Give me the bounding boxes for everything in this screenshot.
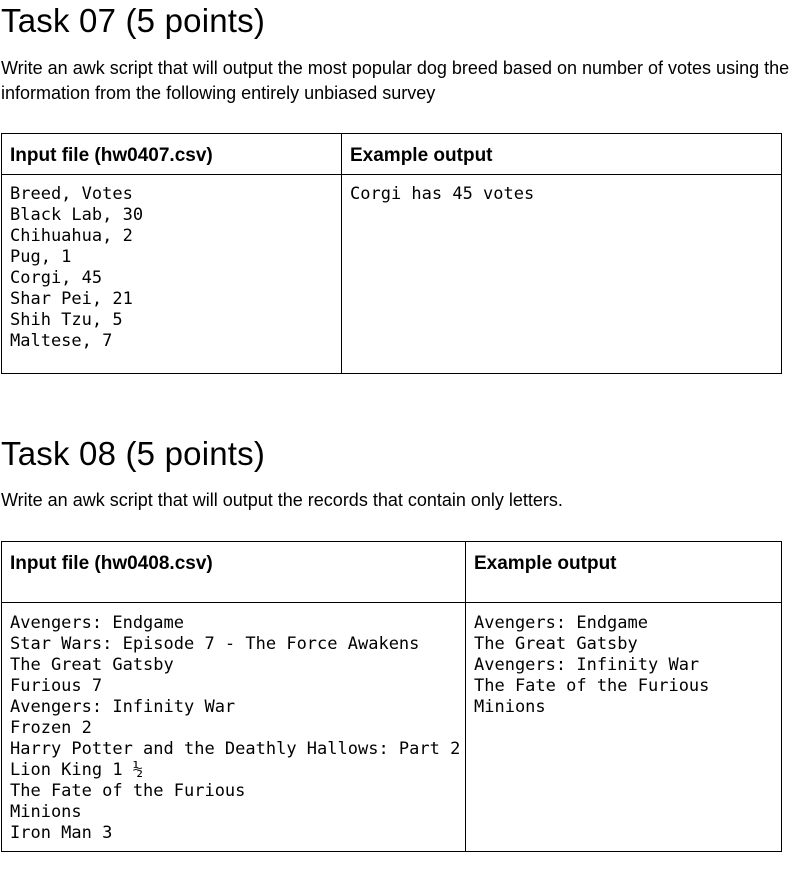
- code-line: Avengers: Infinity War: [474, 655, 700, 675]
- task08-description: Write an awk script that will output the records that contain only letters.: [1, 490, 563, 510]
- code-line: The Fate of the Furious: [10, 781, 246, 801]
- code-line: Breed, Votes: [10, 184, 133, 204]
- code-line: Avengers: Infinity War: [10, 697, 236, 717]
- task07-input-content: [10, 184, 333, 352]
- task07-output-cell: [342, 175, 782, 374]
- code-line: Corgi has 45 votes: [350, 184, 535, 204]
- task08-table: [1, 541, 782, 852]
- code-line: Corgi, 45: [10, 268, 103, 288]
- code-line: Black Lab, 30: [10, 205, 144, 225]
- code-line: The Great Gatsby: [10, 655, 174, 675]
- task08-output-cell: [466, 603, 782, 852]
- task08-output-header: Example output: [466, 542, 782, 603]
- task07-table: [1, 133, 782, 374]
- task08-input-header: Input file (hw0408.csv): [2, 542, 466, 603]
- task08-title: Task 08 (5 points): [1, 435, 266, 472]
- task07-output-content: [350, 184, 773, 205]
- task07-description: Write an awk script that will output the most popular dog breed based on number of votes using the information from the following entirely unbiased survey: [1, 58, 790, 103]
- task08-input-content: [10, 613, 461, 844]
- task07-input-cell: [2, 175, 342, 374]
- code-line: Avengers: Endgame: [474, 613, 648, 633]
- task08-output-content: [474, 613, 773, 718]
- code-line: Harry Potter and the Deathly Hallows: Part 2: [10, 739, 461, 759]
- code-line: Star Wars: Episode 7 - The Force Awakens: [10, 634, 420, 654]
- code-line: Shar Pei, 21: [10, 289, 133, 309]
- code-line: Lion King 1 ½: [10, 760, 144, 780]
- code-line: Pug, 1: [10, 247, 72, 267]
- code-line: Minions: [474, 697, 546, 717]
- code-line: Chihuahua, 2: [10, 226, 133, 246]
- task07-title: Task 07 (5 points): [1, 2, 266, 39]
- code-line: The Great Gatsby: [474, 634, 638, 654]
- code-line: Minions: [10, 802, 82, 822]
- code-line: Frozen 2: [10, 718, 92, 738]
- code-line: The Fate of the Furious: [474, 676, 710, 696]
- code-line: Iron Man 3: [10, 823, 113, 843]
- code-line: Furious 7: [10, 676, 103, 696]
- task08-input-cell: [2, 603, 466, 852]
- code-line: Shih Tzu, 5: [10, 310, 123, 330]
- code-line: Maltese, 7: [10, 331, 113, 351]
- code-line: Avengers: Endgame: [10, 613, 184, 633]
- task07-output-header: Example output: [342, 134, 782, 175]
- task07-input-header: Input file (hw0407.csv): [2, 134, 342, 175]
